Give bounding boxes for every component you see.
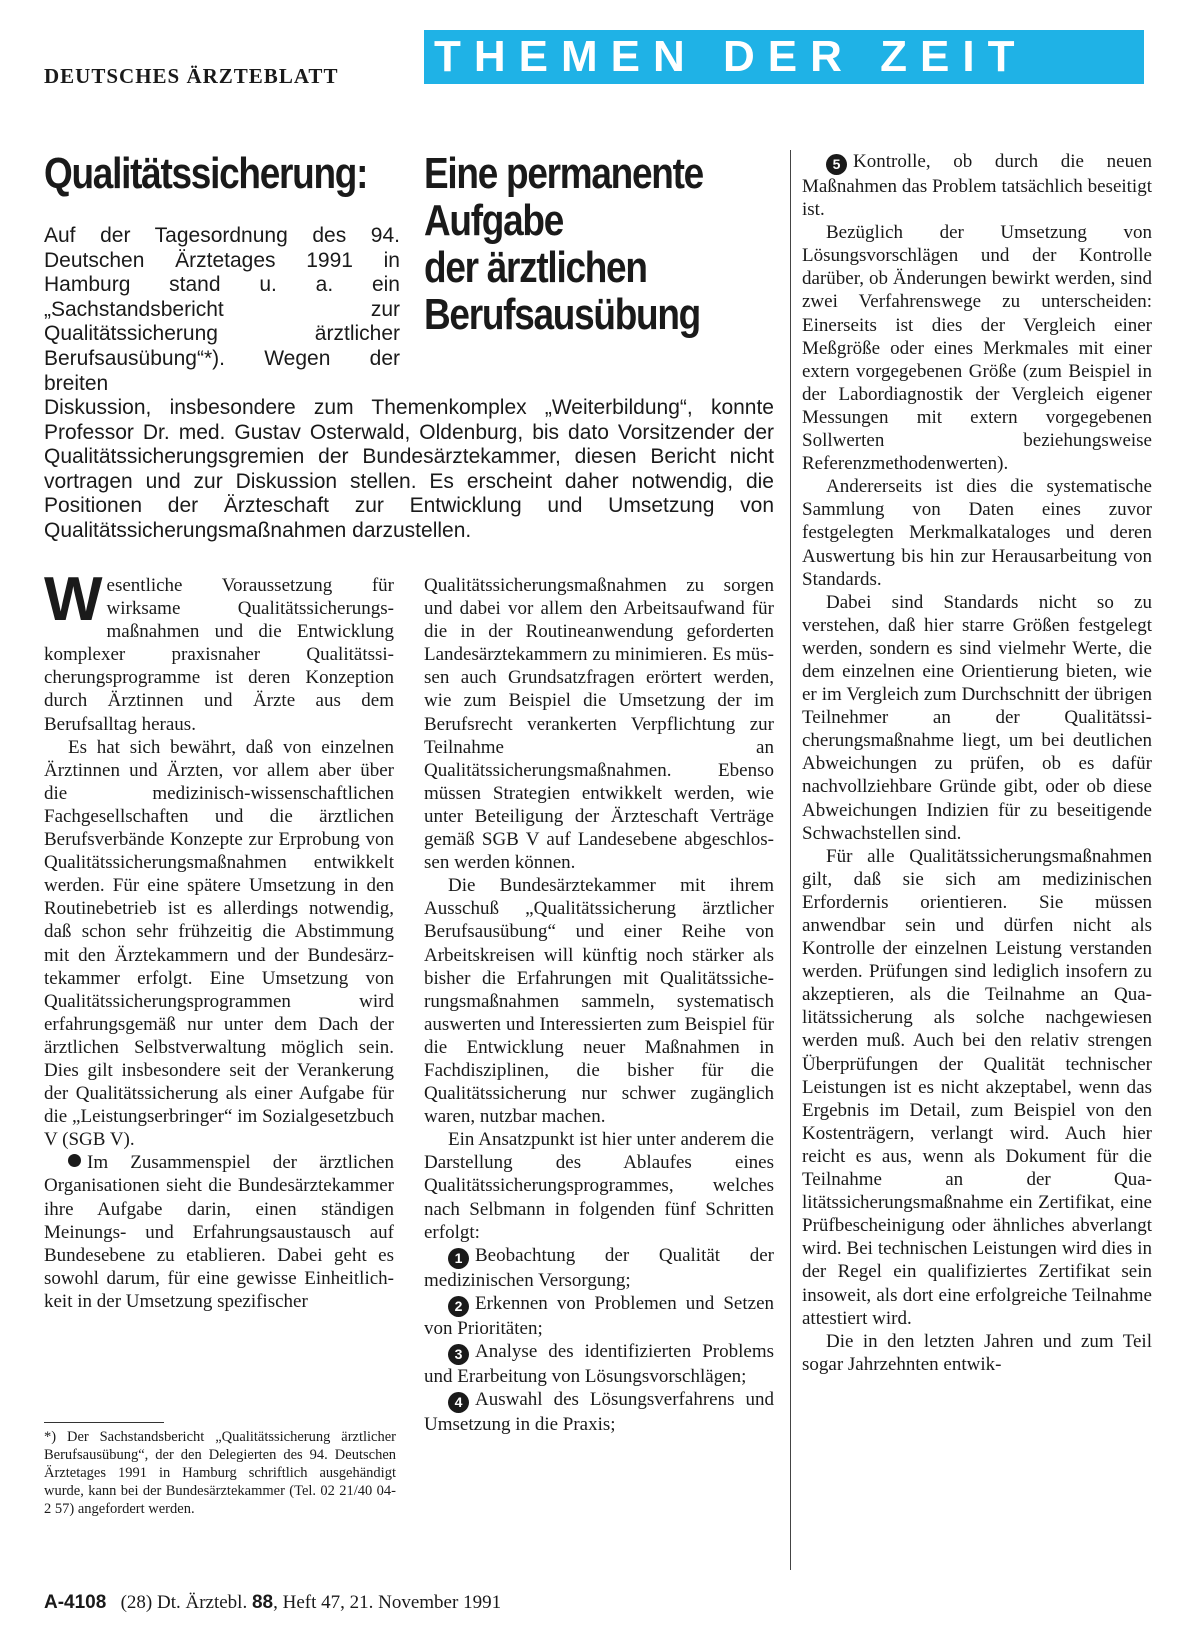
step-text: Kontrolle, ob durch die neuen Maßnahmen das Problem tatsächlich beseitigt ist. [802,151,1152,221]
title-line: Eine permanente [424,149,703,198]
title-line: der ärztlichen [424,243,647,292]
column-3 [802,150,1152,1376]
title-line: Berufsausübung [424,290,701,339]
paragraph: Es hat sich bewährt, daß von einzelnen Ärztinnen und Ärzten, vor allem aber über die medizinisch-wissenschaftlichen Fachgesellschaften und die ärztlichen Berufsverbände Konzepte zur Erprobung von Qualitätssicherungsmaßnahmen entwikkelt werden. Für eine spätere Umsetzung in den Routinebetrieb ist es allerdings notwendig, daß schon sehr frühzeitig die Abstimmung mit den Ärztekammern und der Bundesärztekammer erfolgt. Eine Umsetzung von Qualitätssicherungsprogrammen wird erfahrungsgemäß nur unter dem Dach der ärztlichen Selbstverwaltung möglich sein. Dies gilt insbesondere seit der Verankerung der Qualitätssicherung als einer Aufgabe für die „Leistungserbringer“ im Sozialgesetzbuch V (SGB V). [44,736,394,1151]
column-2 [424,574,774,1436]
paragraph [44,1151,394,1313]
journal-ref: (28) Dt. Ärztebl. [120,1592,248,1613]
step-number-icon: 2 [448,1296,469,1317]
step-text: Erkennen von Problemen und Setzen von Prioritäten; [424,1292,774,1339]
step-text: Auswahl des Lösungsverfahrens und Umsetzung in die Praxis; [424,1389,774,1435]
step-number-icon: 5 [826,154,847,175]
step-number-icon: 3 [448,1344,469,1365]
paragraph: Für alle Qualitätssicherungsmaßnahmen gilt, daß sie sich am medizinischen Erfordernis orientieren. Sie müssen anwendbar sein und dürfen nicht als Kontrolle der einzelnen Leistung verstanden werden. Prüfungen sind lediglich insofern zu akzeptieren, als die Teilnahme an Qualitätssicherung als solche nachgewiesen werden muß. Auch bei den relativ strengen Überprüfungen der Qualität technischer Leistungen ist es nicht akzeptabel, wenn das Ergebnis im Detail, zum Beispiel von den Kostenträgern, verlangt wird. Auch hier reicht es aus, wenn als Dokument für die Teilnahme an der Qualitätssicherungsmaßnahme ein Zertifikat, eine Prüfbescheinigung oder ähnliches abverlangt wird. Bei technischen Leistungen wird dies in der Regel ein qualifiziertes Zertifikat sein insoweit, als dort eine erfolgreiche Teilnahme attestiert wird. [802,845,1152,1329]
step-item [424,1340,774,1388]
paragraph: Ein Ansatzpunkt ist hier unter anderem die Darstellung des Ablaufes eines Qualitätssicherungsprogrammes, welches nach Selbmann in folgenden fünf Schritten erfolgt: [424,1129,774,1243]
drop-cap: W [44,565,103,634]
step-text: Analyse des identifizierten Problems und Erarbeitung von Lösungsvorschlägen; [424,1340,774,1387]
footnote-rule [44,1422,164,1423]
column-1 [44,565,394,1313]
paragraph [44,565,394,736]
volume-number: 88 [251,1592,274,1613]
paragraph: Qualitätssicherungsmaßnahmen zu sorgen und dabei vor allem den Arbeitsaufwand für die in der Routineanwendung geforderten Landesärztekammern zu minimieren. Es müssen auch Grundsatzfragen erörtert werden, wie zum Beispiel die Umsetzung der im Berufsrecht verankerten Verpflichtung zur Teilnahme an Qualitätssicherungsmaßnahmen. Ebenso müssen Strategien entwikkelt werden, wie unter Beteiligung der Ärzteschaft Verträge gemäß SGB V auf Landesebene abgeschlossen werden können. [424,575,774,874]
paragraph: Dabei sind Standards nicht so zu verstehen, daß hier starre Größen festgelegt werden, sondern es sind vielmehr Werte, die dem einzelnen eine Orientierung bieten, wie er im Vergleich zum Durchschnitt der übrigen Teilnehmer an der Qualitätssicherungsmaßnahme liegt, um bei deutlichen Abweichungen zu prüfen, ob es dafür nachvollziehbare Gründe gibt, oder ob diese Abweichungen Indizien für zu beseitigende Schwachstellen sind. [802,591,1152,844]
page-number: A-4108 [44,1592,107,1613]
paragraph: Die Bundesärztekammer mit ihrem Ausschuß „Qualitätssicherung ärztlicher Berufsausübung“ und einer Reihe von Arbeitskreisen will künftig noch stärker als bisher die Erfahrungen mit Qualitätssicherungsmaßnahmen sammeln, systematisch auswerten und Interessierten zum Beispiel für die Entwicklung neuer Maßnahmen in Fachdisziplinen, die bisher für die Qualitätssicherung nur schwer zugänglich waren, nutzbar machen. [424,875,774,1128]
page-folio [44,1592,501,1614]
step-item [424,1292,774,1340]
article-title-left: Qualitätssicherung: [44,149,368,198]
lead-paragraph-top: Auf der Tagesordnung des 94. Deutschen Ärztetages 1991 in Hamburg stand u. a. ein „Sachstandsbericht zur Qualitätssicherung ärztlicher Berufsausübung“*). Wegen der breiten [44,224,400,395]
paragraph: Die in den letzten Jahren und zum Teil sogar Jahrzehnten entwik- [802,1330,1152,1375]
bullet-icon [68,1154,81,1167]
step-item [802,150,1152,221]
paragraph: Andererseits ist dies die systematische Sammlung von Daten eines zuvor festgelegten Merkmalkataloges und deren Auswertung bis hin zur Herausarbeitung von Standards. [802,476,1152,590]
step-item [424,1244,774,1292]
issue-date: , Heft 47, 21. November 1991 [273,1592,502,1613]
step-text: Beobachtung der Qualität der medizinischen Versorgung; [424,1244,774,1291]
step-number-icon: 1 [448,1248,469,1269]
footnote: *) Der Sachstandsbericht „Qualitätssicherung ärztlicher Berufsausübung“, der den Delegierten des 94. Deutschen Ärztetages 1991 in Hamburg schriftlich ausgehändigt wurde, kann bei der Bundesärztekammer (Tel. 02 21/40 04-2 57) angefordert werden. [44,1429,396,1517]
article-title-right [424,150,703,338]
paragraph-text: esentliche Voraussetzung für wirksame Qualitätssicherungsmaßnahmen und die Entwicklung komplexer praxisnaher Qualitätssicherungsprogramme ist deren Konzeption durch Ärztinnen und Ärzte aus dem Berufsalltag heraus. [44,575,394,735]
step-item [424,1388,774,1436]
title-line: Aufgabe [424,196,564,245]
column-divider [790,150,791,1570]
paragraph: Bezüglich der Umsetzung von Lösungsvorschlägen und der Kontrolle darüber, ob Änderungen bewirkt werden, sind zwei Verfahrenswege zu unterscheiden: Einerseits ist dies der Vergleich einer Meßgröße oder eines Merkmales mit einer extern vorgegebenen Größe (zum Beispiel in der Labordiagnostik der Vergleich eigener Messungen mit extern vorgegebenen Sollwerten beziehungsweise Referenzmethodenwerten). [802,222,1152,475]
lead-paragraph-bottom: Diskussion, insbesondere zum Themenkomplex „Weiterbildung“, konnte Professor Dr. med. Gustav Osterwald, Oldenburg, bis dato Vorsitzender der Qualitätssicherungsgremien der Bundesärztekammer, diesen Bericht nicht vortragen und zur Diskussion stellen. Es erscheint daher notwendig, die Positionen der Ärzteschaft zur Entwicklung und Umsetzung von Qualitätssicherungsmaßnahmen darzustellen. [44,396,774,542]
step-number-icon: 4 [448,1392,469,1413]
section-band: THEMEN DER ZEIT [424,30,1144,84]
publication-name: DEUTSCHES ÄRZTEBLATT [44,64,339,88]
paragraph-text: Im Zusammenspiel der ärztlichen Organisationen sieht die Bundesärztekammer ihre Aufgabe darin, einen ständigen Meinungs- und Erfahrungsaustausch auf Bundesebene zu etablieren. Dabei geht es sowohl darum, für eine gewisse Einheitlichkeit in der Umsetzung spezifischer [44,1152,394,1312]
